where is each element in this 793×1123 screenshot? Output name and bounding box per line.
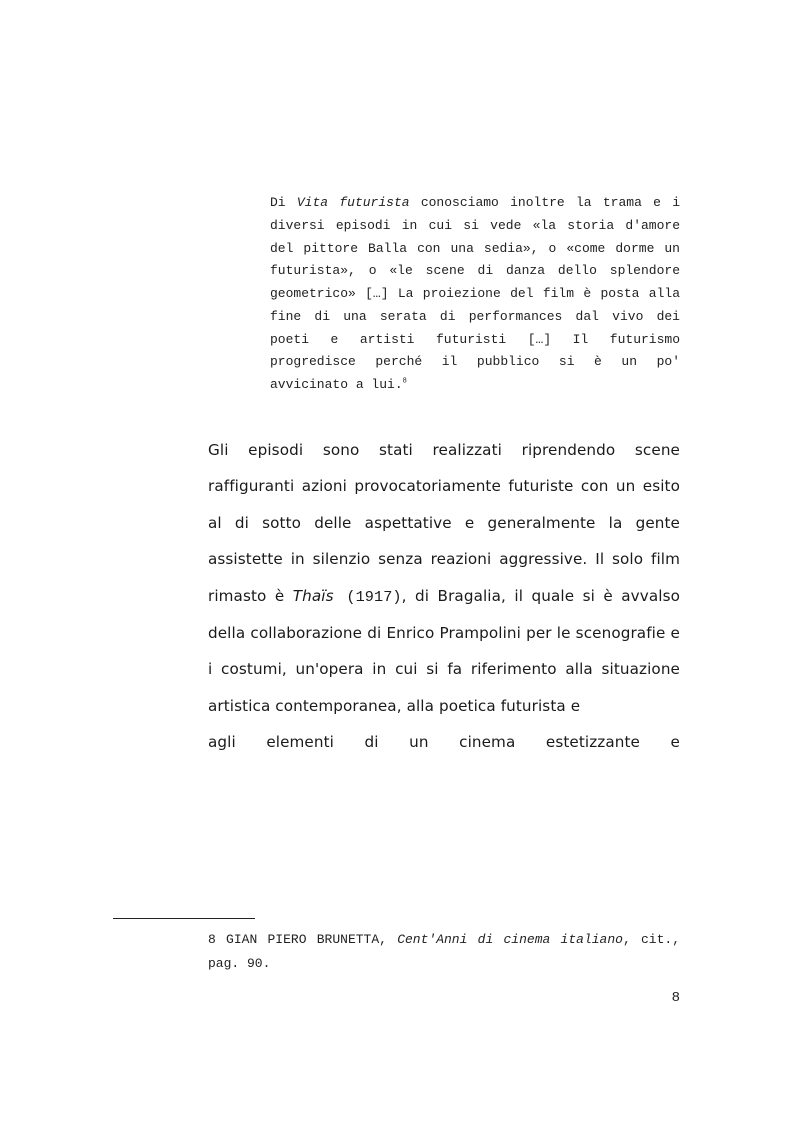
footnote-reference: 8: [402, 377, 407, 386]
page-number: 8: [671, 990, 680, 1006]
footnote-author: GIAN PIERO BRUNETTA,: [215, 932, 398, 947]
body-paragraph: [208, 432, 680, 761]
block-quote: [270, 192, 680, 397]
footnote-rest: , cit., pag. 90.: [208, 932, 680, 971]
quote-prefix: Di: [270, 195, 297, 210]
footnote: [208, 928, 680, 976]
body-text-last-line: agli elementi di un cinema estetizzante e: [208, 733, 680, 752]
body-text-part3: , di Bragalia, il quale si è avvalso della collaborazione di Enrico Prampolini per le scenografie e i costumi, un'opera in cui si fa riferimento alla situazione artistica contemporanea, alla poetica futurista e: [208, 586, 680, 715]
footnote-separator: [113, 918, 255, 919]
body-film-year: (1917): [333, 587, 402, 606]
footnote-title: Cent'Anni di cinema italiano: [397, 932, 623, 947]
quote-text: conosciamo inoltre la trama e i diversi episodi in cui si vede «la storia d'amore del pittore Balla con una sedia», o «come dorme un futurista», o «le scene di danza dello splendore geometrico» […] La proiezione del film è posta alla fine di una serata di performances dal vivo dei poeti e artisti futuristi […] Il futurismo progredisce perché il pubblico si è un po' avvicinato a lui.: [270, 195, 681, 392]
footnote-number: 8: [208, 932, 216, 947]
quote-film-title: Vita futurista: [296, 195, 410, 210]
body-text-part1: Gli episodi sono stati realizzati riprendendo scene raffiguranti azioni provocatoriamente futuriste con un esito al di sotto delle aspettative e generalmente la gente assistette in silenzio senza reazioni aggressive. Il solo film rimasto è: [208, 441, 680, 605]
body-film-title: Thaïs: [292, 586, 334, 605]
